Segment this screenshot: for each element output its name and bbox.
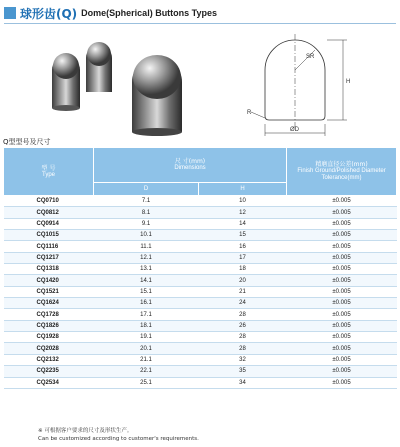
tolerance-cell: ±0.005 <box>287 298 397 309</box>
model-cell: CQ0710 <box>4 196 94 207</box>
spec-table <box>3 147 397 389</box>
d-label: ØD <box>290 127 299 133</box>
h-cell: 32 <box>199 354 287 365</box>
tolerance-cell: ±0.005 <box>287 241 397 252</box>
tolerance-cell: ±0.005 <box>287 320 397 331</box>
table-row <box>4 230 397 241</box>
h-cell: 17 <box>199 252 287 263</box>
table-row <box>4 332 397 343</box>
footnote-chinese: ※ 可根据客户要求的尺寸及形状生产。 <box>38 428 133 434</box>
h-label: H <box>346 79 351 85</box>
model-cell: CQ2028 <box>4 343 94 354</box>
small-dome-button-front <box>52 53 80 111</box>
table-row <box>4 366 397 377</box>
d-cell: 11.1 <box>94 241 199 252</box>
large-dome-button <box>132 55 182 136</box>
d-cell: 22.1 <box>94 366 199 377</box>
tolerance-cell: ±0.005 <box>287 286 397 297</box>
table-row <box>4 241 397 252</box>
table-row <box>4 252 397 263</box>
table-row <box>4 320 397 331</box>
h-cell: 35 <box>199 366 287 377</box>
h-cell: 24 <box>199 298 287 309</box>
col-type-header: 型 号 Type <box>4 148 94 196</box>
title-english: Dome(Spherical) Buttons Types <box>81 8 218 18</box>
col-h-header: H <box>199 183 287 196</box>
col-dimensions-header: 尺 寸(mm) Dimensions <box>94 148 287 183</box>
table-row <box>4 309 397 320</box>
h-cell: 16 <box>199 241 287 252</box>
d-cell: 9.1 <box>94 218 199 229</box>
title-square-marker <box>4 7 16 19</box>
h-cell: 28 <box>199 309 287 320</box>
dome-button-technical-drawing <box>235 28 385 138</box>
model-cell: CQ1217 <box>4 252 94 263</box>
sr-label: SR <box>306 54 315 60</box>
title-divider <box>4 23 396 24</box>
d-cell: 18.1 <box>94 320 199 331</box>
tolerance-cell: ±0.005 <box>287 230 397 241</box>
tolerance-cell: ±0.005 <box>287 264 397 275</box>
model-cell: CQ1928 <box>4 332 94 343</box>
h-cell: 21 <box>199 286 287 297</box>
table-row <box>4 377 397 388</box>
d-cell: 25.1 <box>94 377 199 388</box>
model-cell: CQ2235 <box>4 366 94 377</box>
small-dome-button-back <box>86 42 112 92</box>
tolerance-cell: ±0.005 <box>287 366 397 377</box>
table-body <box>4 196 397 389</box>
d-cell: 10.1 <box>94 230 199 241</box>
h-cell: 15 <box>199 230 287 241</box>
tolerance-cell: ±0.005 <box>287 218 397 229</box>
table-row <box>4 275 397 286</box>
h-cell: 12 <box>199 207 287 218</box>
table-row <box>4 218 397 229</box>
model-cell: CQ2534 <box>4 377 94 388</box>
tolerance-cell: ±0.005 <box>287 275 397 286</box>
d-cell: 13.1 <box>94 264 199 275</box>
tolerance-cell: ±0.005 <box>287 377 397 388</box>
table-row <box>4 196 397 207</box>
model-cell: CQ0914 <box>4 218 94 229</box>
tolerance-cell: ±0.005 <box>287 252 397 263</box>
d-cell: 14.1 <box>94 275 199 286</box>
table-row <box>4 286 397 297</box>
d-cell: 20.1 <box>94 343 199 354</box>
tolerance-cell: ±0.005 <box>287 354 397 365</box>
d-cell: 7.1 <box>94 196 199 207</box>
model-cell: CQ0812 <box>4 207 94 218</box>
d-cell: 19.1 <box>94 332 199 343</box>
model-cell: CQ1826 <box>4 320 94 331</box>
table-caption: Q型型号及尺寸 <box>3 138 51 146</box>
model-cell: CQ1116 <box>4 241 94 252</box>
h-cell: 20 <box>199 275 287 286</box>
footnote-english: Can be customized according to customer's requirements. <box>38 436 199 442</box>
h-cell: 14 <box>199 218 287 229</box>
model-cell: CQ1728 <box>4 309 94 320</box>
table-row <box>4 264 397 275</box>
table-row <box>4 343 397 354</box>
title-chinese: 球形齿(Q) <box>20 6 78 21</box>
dome-buttons-photo <box>40 30 200 138</box>
h-cell: 28 <box>199 332 287 343</box>
model-cell: CQ1624 <box>4 298 94 309</box>
h-cell: 28 <box>199 343 287 354</box>
d-cell: 15.1 <box>94 286 199 297</box>
model-cell: CQ1015 <box>4 230 94 241</box>
footnote <box>38 427 199 443</box>
model-cell: CQ2132 <box>4 354 94 365</box>
page-header <box>4 6 217 20</box>
model-cell: CQ1521 <box>4 286 94 297</box>
tolerance-cell: ±0.005 <box>287 343 397 354</box>
tolerance-cell: ±0.005 <box>287 309 397 320</box>
h-cell: 10 <box>199 196 287 207</box>
tolerance-cell: ±0.005 <box>287 332 397 343</box>
col-tolerance-header: 精磨直径公差(mm) Finish Ground/Polished Diameter Tolerance(mm) <box>287 148 397 196</box>
d-cell: 16.1 <box>94 298 199 309</box>
model-cell: CQ1318 <box>4 264 94 275</box>
d-cell: 12.1 <box>94 252 199 263</box>
h-cell: 18 <box>199 264 287 275</box>
table-header-row <box>4 148 397 183</box>
col-d-header: D <box>94 183 199 196</box>
table-row <box>4 298 397 309</box>
d-cell: 21.1 <box>94 354 199 365</box>
h-cell: 26 <box>199 320 287 331</box>
h-cell: 34 <box>199 377 287 388</box>
table-row <box>4 207 397 218</box>
table-row <box>4 354 397 365</box>
d-cell: 8.1 <box>94 207 199 218</box>
tolerance-cell: ±0.005 <box>287 207 397 218</box>
model-cell: CQ1420 <box>4 275 94 286</box>
tolerance-cell: ±0.005 <box>287 196 397 207</box>
r-label: R <box>247 110 252 116</box>
d-cell: 17.1 <box>94 309 199 320</box>
